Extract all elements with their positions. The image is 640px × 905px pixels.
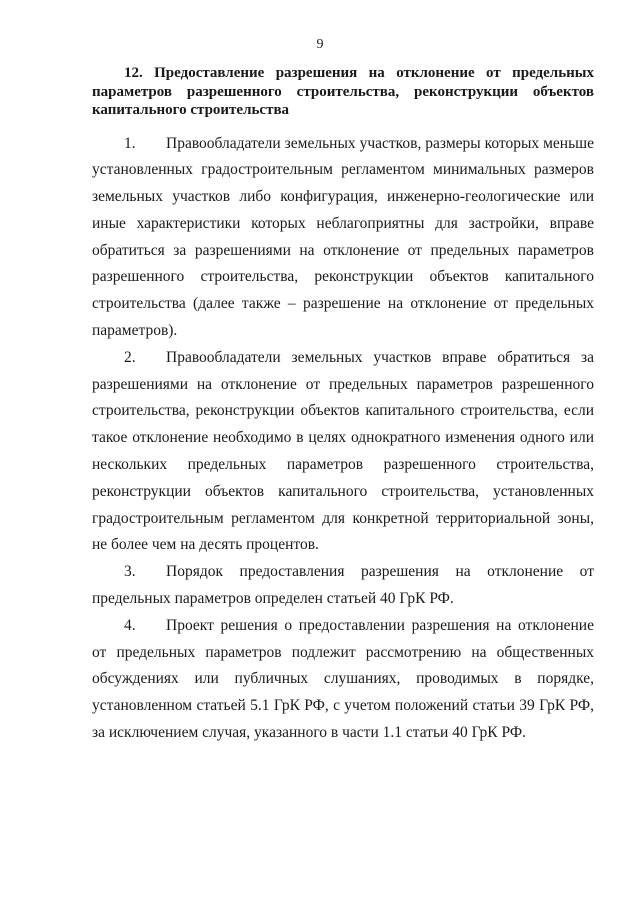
- paragraph-number: 3.: [124, 563, 136, 581]
- paragraph-number: 1.: [124, 134, 136, 152]
- paragraph-text: Проект решения о предоставлении разрешения на отклонение от предельных параметров подлежит рассмотрению на общественных обсуждениях или публичных слушаниях, проводимых в порядке, установленном статьей 5.1 ГрК РФ, с учетом положений статьи 39 ГрК РФ, за исключением случая, указанного в части 1.1 статьи 40 ГрК РФ.: [92, 616, 594, 742]
- paragraph-1: [92, 131, 594, 345]
- paragraph-text: Правообладатели земельных участков вправе обратиться за разрешениями на отклонение от предельных параметров разрешенного строительства, реконструкции объектов капитального строительства, если такое отклонение необходимо в целях однократного изменения одного или нескольких предельных параметров разрешенного строительства, реконструкции объектов капитального строительства, установленных градостроительным регламентом для конкретной территориальной зоны, не более чем на десять процентов.: [92, 348, 594, 554]
- paragraph-text: Правообладатели земельных участков, размеры которых меньше установленных градостроительным регламентом минимальных размеров земельных участков либо конфигурация, инженерно-геологические или иные характеристики которых неблагоприятны для застройки, вправе обратиться за разрешениями на отклонение от предельных параметров разрешенного строительства, реконструкции объектов капитального строительства (далее также – разрешение на отклонение от предельных параметров).: [92, 134, 594, 340]
- paragraph-4: [92, 613, 594, 747]
- paragraph-text: Порядок предоставления разрешения на отклонение от предельных параметров определен статьей 40 ГрК РФ.: [92, 563, 594, 608]
- section-heading: 12. Предоставление разрешения на отклонение от предельных параметров разрешенного строительства, реконструкции объектов капитального строительства: [92, 65, 594, 118]
- paragraph-3: [92, 559, 594, 613]
- paragraph-number: 4.: [124, 616, 136, 634]
- page-number: 9: [316, 37, 324, 52]
- paragraph-number: 2.: [124, 348, 136, 366]
- paragraph-2: [92, 345, 594, 559]
- paragraph-list: [92, 131, 594, 747]
- section-content: [92, 64, 594, 747]
